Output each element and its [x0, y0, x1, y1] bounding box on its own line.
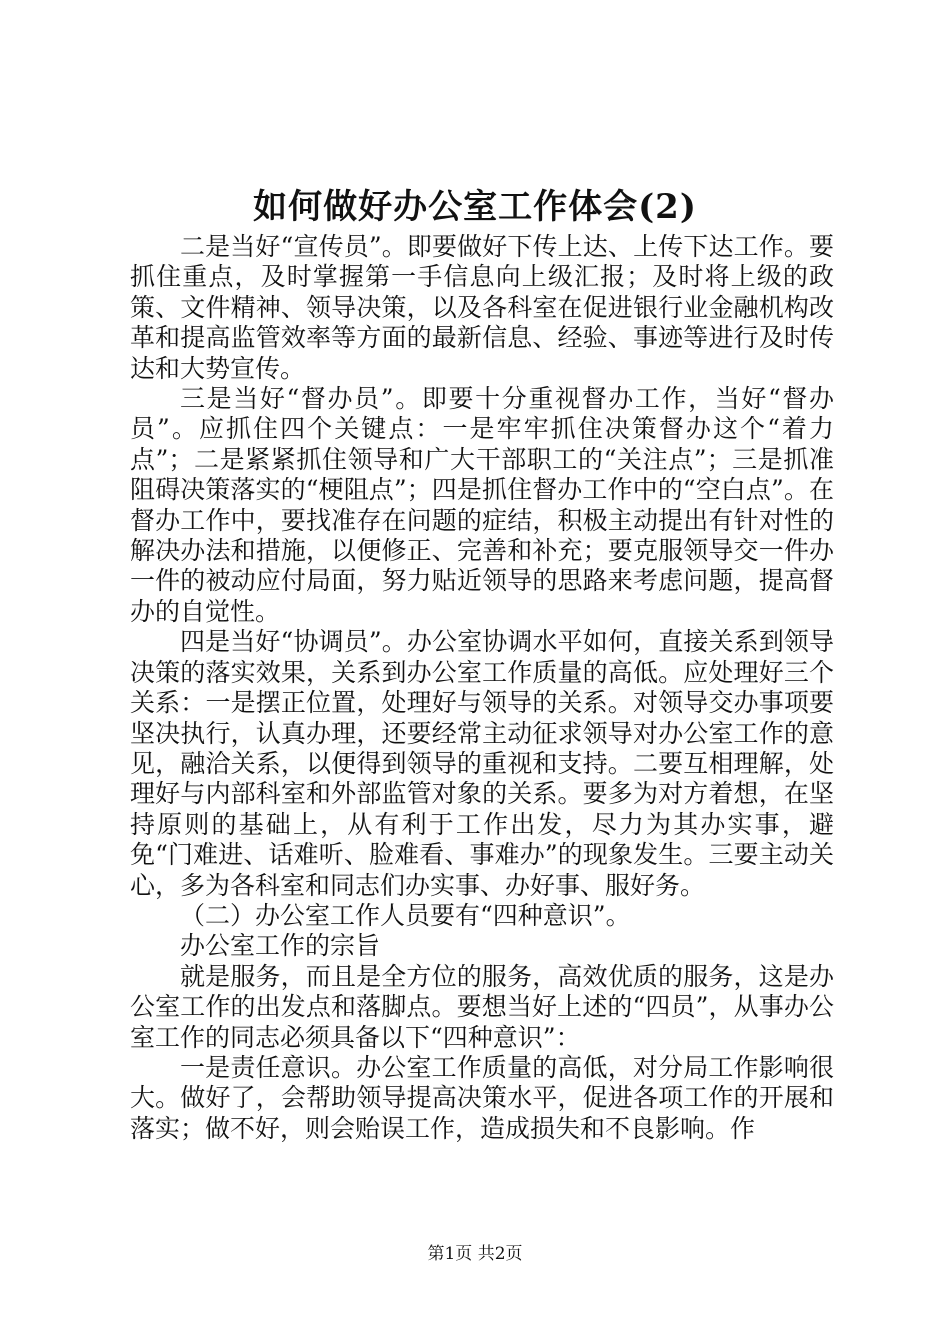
document-title: 如何做好办公室工作体会(2) — [253, 187, 697, 227]
paragraph-coordination: 四是当好“协调员”。办公室协调水平如何，直接关系到领导决策的落实效果，关系到办公室工作质量的高低。应处理好三个关系：一是摆正位置，处理好与领导的关系。对领导交办事项要坚决执行，认真办理，还要经常主动征求领导对办公室工作的意见，融洽关系，以便得到领导的重视和支持。二要互相理解，处理好与内部科室和外部监管对象的关系。要多为对方着想，在坚持原则的基础上，从有利于工作出发，尽力为其办实事，避免“门难进、话难听、脸难看、事难办”的现象发生。三要主动关心，多为各科室和同志们办实事、办好事、服好务。 — [130, 627, 834, 900]
section-heading-four-awareness: （二）办公室工作人员要有“四种意识”。 — [180, 900, 631, 930]
paragraph-propaganda: 二是当好“宣传员”。即要做好下传上达、上传下达工作。要抓住重点，及时掌握第一手信息向上级汇报；及时将上级的政策、文件精神、领导决策，以及各科室在促进银行业金融机构改革和提高监管效率等方面的最新信息、经验、事迹等进行及时传达和大势宣传。 — [130, 232, 834, 383]
document-body — [130, 232, 834, 1144]
page-number-footer: 第1页 共2页 — [427, 1244, 523, 1264]
paragraph-supervision: 三是当好“督办员”。即要十分重视督办工作，当好“督办员”。应抓住四个关键点：一是牢牢抓住决策督办这个“着力点”；二是紧紧抓住领导和广大干部职工的“关注点”；三是抓准阻碍决策落实的“梗阻点”；四是抓住督办工作中的“空白点”。在督办工作中，要找准存在问题的症结，积极主动提出有针对性的解决办法和措施，以便修正、完善和补充；要克服领导交一件办一件的被动应付局面，努力贴近领导的思路来考虑问题，提高督办的自觉性。 — [130, 384, 834, 626]
paragraph-purpose-heading: 办公室工作的宗旨 — [180, 931, 381, 961]
paragraph-responsibility: 一是责任意识。办公室工作质量的高低，对分局工作影响很大。做好了，会帮助领导提高决策水平，促进各项工作的开展和落实；做不好，则会贻误工作，造成损失和不良影响。作 — [130, 1052, 834, 1143]
paragraph-service: 就是服务，而且是全方位的服务，高效优质的服务，这是办公室工作的出发点和落脚点。要想当好上述的“四员”，从事办公室工作的同志必须具备以下“四种意识”： — [130, 961, 834, 1052]
